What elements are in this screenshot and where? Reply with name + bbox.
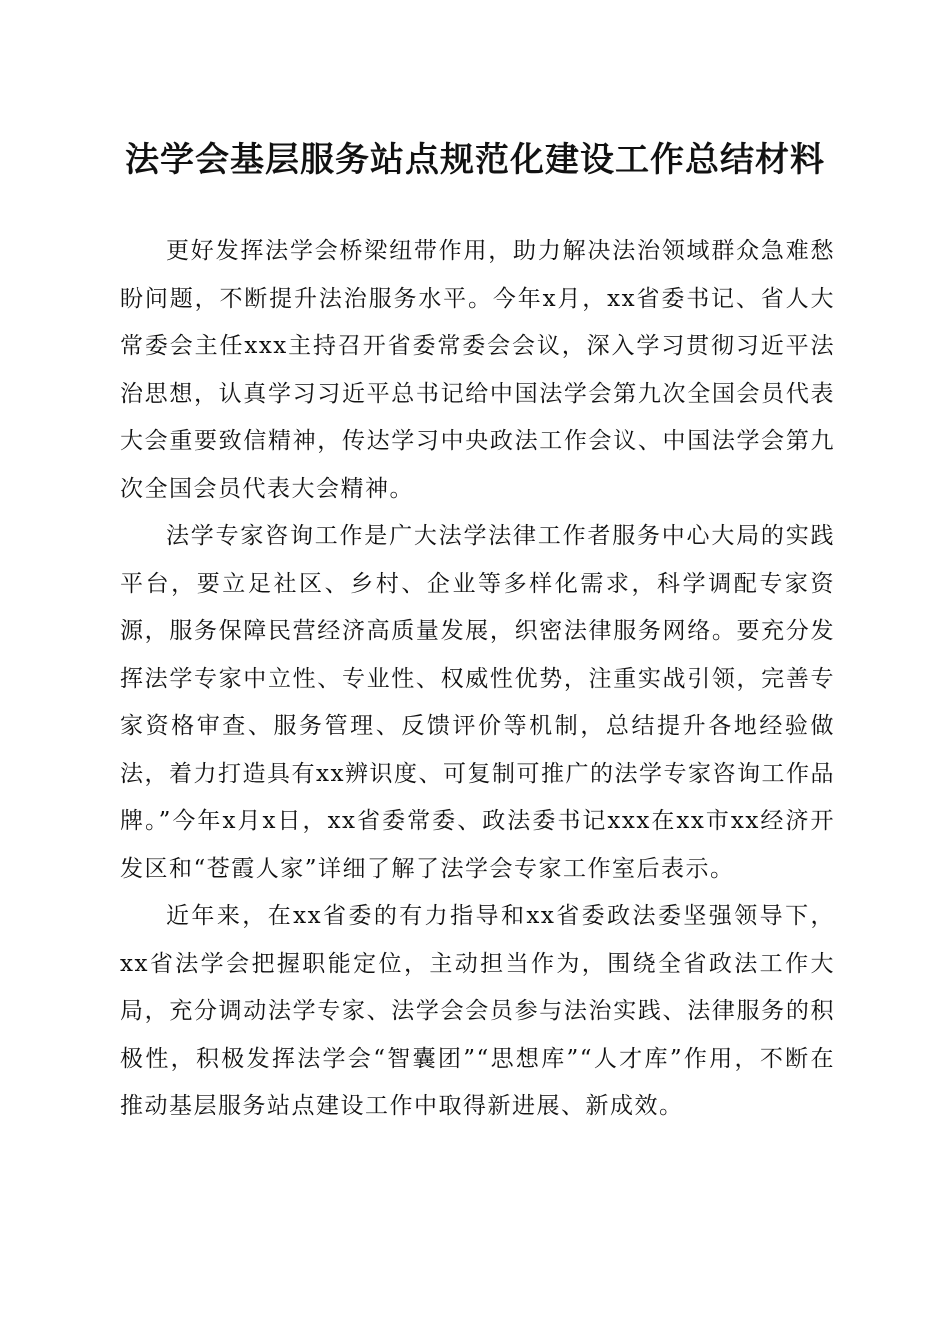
- paragraph-2: 法学专家咨询工作是广大法学法律工作者服务中心大局的实践平台，要立足社区、乡村、企业等多样化需求，科学调配专家资源，服务保障民营经济高质量发展，织密法律服务网络。要充分发挥法学专家中立性、专业性、权威性优势，注重实战引领，完善专家资格审查、服务管理、反馈评价等机制，总结提升各地经验做法，着力打造具有xx辨识度、可复制可推广的法学专家咨询工作品牌。”今年x月x日，xx省委常委、政法委书记xxx在xx市xx经济开发区和“苍霞人家”详细了解了法学会专家工作室后表示。: [120, 523, 835, 882]
- document-title: 法学会基层服务站点规范化建设工作总结材料: [125, 140, 825, 180]
- paragraph-1: 更好发挥法学会桥梁纽带作用，助力解决法治领域群众急难愁盼问题，不断提升法治服务水平。今年x月，xx省委书记、省人大常委会主任xxx主持召开省委常委会会议，深入学习贯彻习近平法治思想，认真学习习近平总书记给中国法学会第九次全国会员代表大会重要致信精神，传达学习中央政法工作会议、中国法学会第九次全国会员代表大会精神。: [120, 238, 835, 502]
- paragraph-3: 近年来，在xx省委的有力指导和xx省委政法委坚强领导下，xx省法学会把握职能定位，主动担当作为，围绕全省政法工作大局，充分调动法学专家、法学会会员参与法治实践、法律服务的积极性，积极发挥法学会“智囊团”“思想库”“人才库”作用，不断在推动基层服务站点建设工作中取得新进展、新成效。: [120, 903, 835, 1119]
- document-body: [120, 228, 835, 1131]
